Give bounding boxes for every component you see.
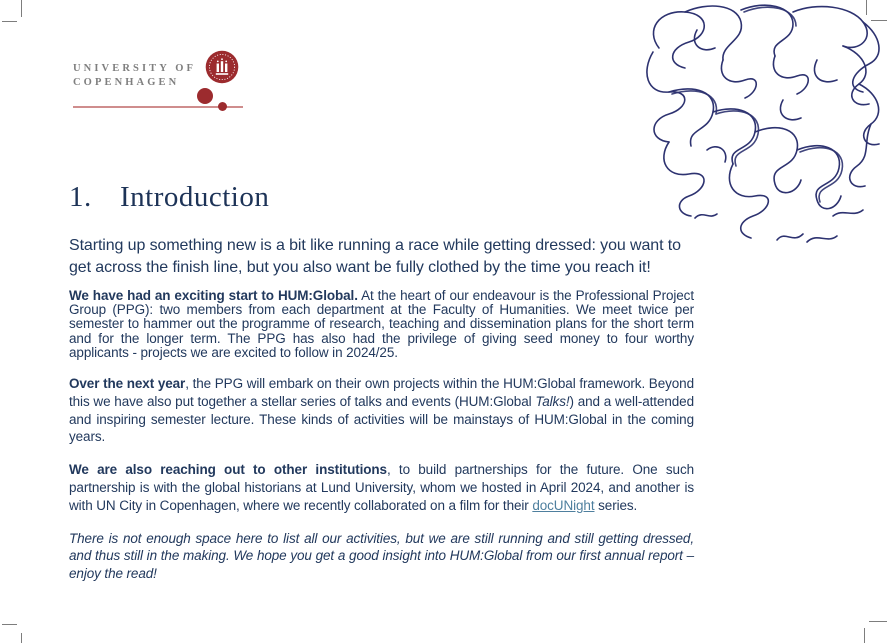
text-segment-bold: We have had an exciting start to HUM:Global. [69,288,358,303]
section-title [69,180,694,214]
body-paragraphs [69,289,694,583]
section-title-text: Introduction [120,181,270,213]
docunight-link[interactable]: docUNight [532,497,595,513]
text-segment-italic: Talks! [535,393,570,409]
paragraph [69,289,694,360]
text-segment-bold: We are also reaching out to other institutions [69,462,387,478]
text-segment-italic: There is not enough space here to list all our activities, but we are still running and still getting dressed, and thus still in the making. We hope you get a good insight into HUM:Global from our first annual report – enjoy the read! [69,530,694,582]
crop-mark-bottom-right-v [864,628,865,643]
text-segment-normal: series. [594,497,638,513]
section-number: 1. [69,181,92,213]
logo-text-line1: UNIVERSITY OF [73,63,197,74]
lead-paragraph: Starting up something new is a bit like running a race while getting dressed: you want to get across the finish line, but you also want be fully clothed by the time you reach it! [69,237,681,276]
text-segment-normal: , to build partnerships for the future. One such partnership is with the global historians at Lund University, whom we hosted in April 2024, and another is with UN City in Copenhagen, where we recently collaborated on a film for their [69,462,694,513]
crop-mark-bottom-left-h [2,624,17,625]
crop-mark-bottom-left-v [21,633,22,643]
ucph-crown-seal-icon [205,50,239,84]
crop-mark-top-left-v [21,0,22,17]
crop-mark-top-left-h [2,21,17,22]
logo-small-dot [218,102,227,111]
paragraph [69,530,694,583]
text-segment-normal: ) and a well-attended and inspiring semester lecture. These kinds of activities will be mainstays of HUM:Global in the coming years. [69,393,695,445]
article [69,180,694,598]
text-segment-normal: At the heart of our endeavour is the Professional Project Group (PPG): two members from each department at the Faculty of Humanities. We meet twice per semester to hammer out the programme of research, teaching and dissemination plans for the short term and for the longer term. The PPG has also had the privilege of giving seed money to four worthy applicants - projects we are excited to follow in 2024/25. [69,288,694,360]
paragraph [69,375,694,446]
paragraph [69,461,694,514]
crop-mark-bottom-right-h [869,621,887,622]
text-segment-bold: Over the next year [69,376,186,392]
text-segment-normal: , the PPG will embark on their own projects within the HUM:Global framework. Beyond this we have also put together a stellar series of talks and events (HUM:Global [69,376,694,409]
logo-large-dot [197,88,213,104]
logo-text-line2: COPENHAGEN [73,77,180,88]
university-logo [73,62,253,120]
